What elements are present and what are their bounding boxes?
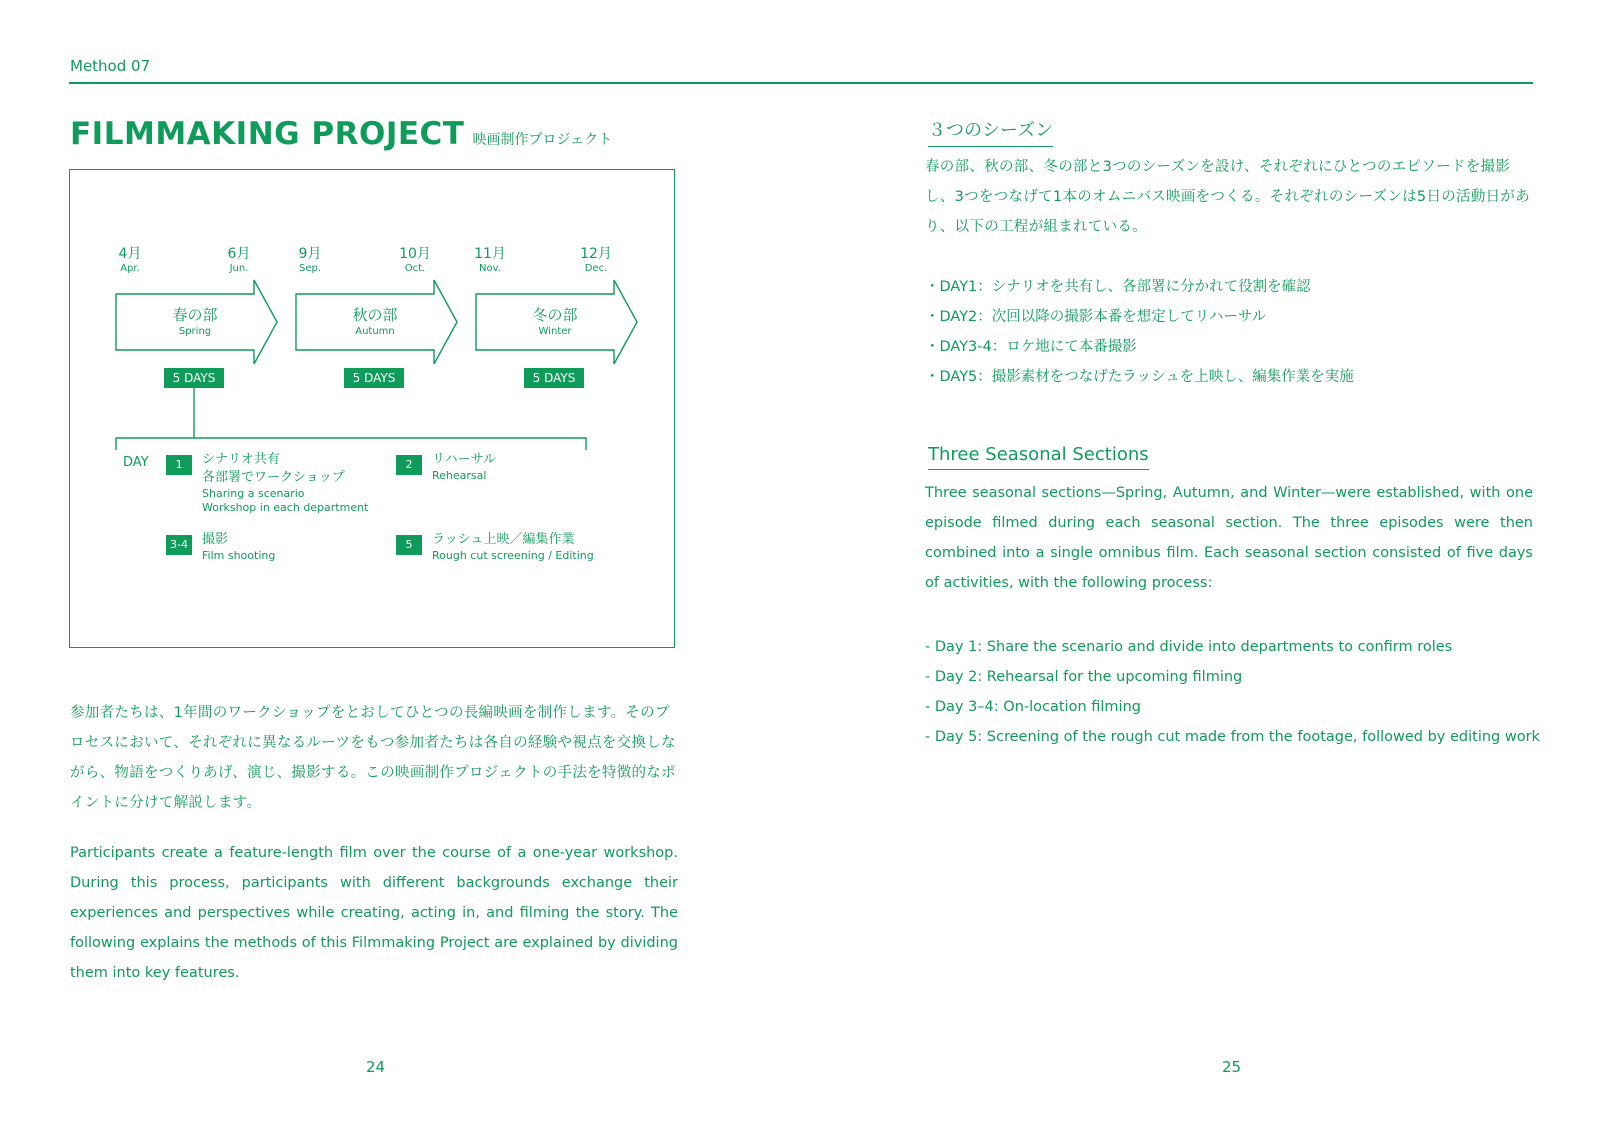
page-number-left: 24 (366, 1058, 386, 1076)
month-nov: 11月 Nov. (474, 246, 506, 274)
day-list-en (925, 632, 1545, 752)
diagram-shapes (70, 170, 676, 649)
month-jun: 6月 Jun. (227, 246, 251, 274)
month-apr: 4月 Apr. (118, 246, 142, 274)
step-item: シナリオ共有 各部署でワークショップ Sharing a scenario Workshop in each department (202, 452, 369, 514)
list-item: - Day 1: Share the scenario and divide into departments to confirm roles (925, 639, 1453, 655)
day-bracket (116, 438, 586, 450)
title-jp: 映画制作プロジェクト (472, 132, 613, 148)
intro-paragraph-jp: 参加者たちは、1年間のワークショップをとおしてひとつの長編映画を制作します。そのプロセスにおいて、それぞれに異なるルーツをもつ参加者たちは各自の経験や視点を交換しながら、物語をつくりあげ、演じ、撮影する。この映画制作プロジェクトの手法を特徴的なポイントに分けて解説します。 (70, 705, 676, 811)
section-heading-jp: ３つのシーズン (928, 116, 1053, 147)
section-label: Method 07 (70, 57, 151, 75)
day-list-jp (925, 272, 1533, 392)
list-item: ・DAY2：次回以降の撮影本番を想定してリハーサル (925, 309, 1267, 325)
month-sep: 9月 Sep. (298, 246, 322, 274)
list-item: - Day 2: Rehearsal for the upcoming filming (925, 669, 1243, 685)
step-number: 3-4 (166, 535, 192, 555)
season-spring: 春の部 Spring (172, 306, 218, 337)
month-dec: 12月 Dec. (580, 246, 612, 274)
step-item: ラッシュ上映／編集作業 Rough cut screening / Editing (432, 532, 594, 562)
days-badge-winter: 5 DAYS (524, 368, 584, 388)
month-oct: 10月 Oct. (399, 246, 431, 274)
list-item: ・DAY5：撮影素材をつなげたラッシュを上映し、編集作業を実施 (925, 369, 1354, 385)
step-number: 1 (166, 455, 192, 475)
days-badge-autumn: 5 DAYS (344, 368, 404, 388)
section-heading-en: Three Seasonal Sections (928, 444, 1149, 470)
seasons-paragraph-jp: 春の部、秋の部、冬の部と3つのシーズンを設け、それぞれにひとつのエピソードを撮影し、3つをつなげて1本のオムニバス映画をつくる。それぞれのシーズンは5日の活動日があり、以下の工程が組まれている。 (925, 159, 1531, 235)
header-rule (69, 82, 1533, 84)
list-item: - Day 5: Screening of the rough cut made from the footage, followed by editing work (925, 729, 1540, 745)
list-item: ・DAY1：シナリオを共有し、各部署に分かれて役割を確認 (925, 279, 1311, 295)
season-diagram (69, 169, 675, 648)
season-winter: 冬の部 Winter (532, 306, 578, 337)
intro-paragraph-en: Participants create a feature-length film over the course of a one-year workshop. During this process, participants with different backgrounds exchange their experiences and perspectives while creating, acting in, and filming the story. The following explains the methods of this Filmmaking Project are explained by dividing them into key features. (70, 845, 678, 981)
step-item: 撮影 Film shooting (202, 532, 276, 562)
list-item: - Day 3–4: On-location filming (925, 699, 1141, 715)
page-number-right: 25 (1222, 1058, 1242, 1076)
days-badge-spring: 5 DAYS (164, 368, 224, 388)
page-title (70, 116, 612, 152)
season-autumn: 秋の部 Autumn (352, 306, 398, 337)
seasons-paragraph-en: Three seasonal sections—Spring, Autumn, and Winter—were established, with one episode filmed during each seasonal section. The three episodes were then combined into a single omnibus film. Each seasonal section consisted of five days of activities, with the following process: (925, 485, 1533, 591)
title-main: FILMMAKING PROJECT (70, 116, 465, 152)
step-number: 2 (396, 455, 422, 475)
step-item: リハーサル Rehearsal (432, 452, 496, 482)
list-item: ・DAY3-4：ロケ地にて本番撮影 (925, 339, 1137, 355)
day-label: DAY (123, 455, 149, 470)
step-number: 5 (396, 535, 422, 555)
